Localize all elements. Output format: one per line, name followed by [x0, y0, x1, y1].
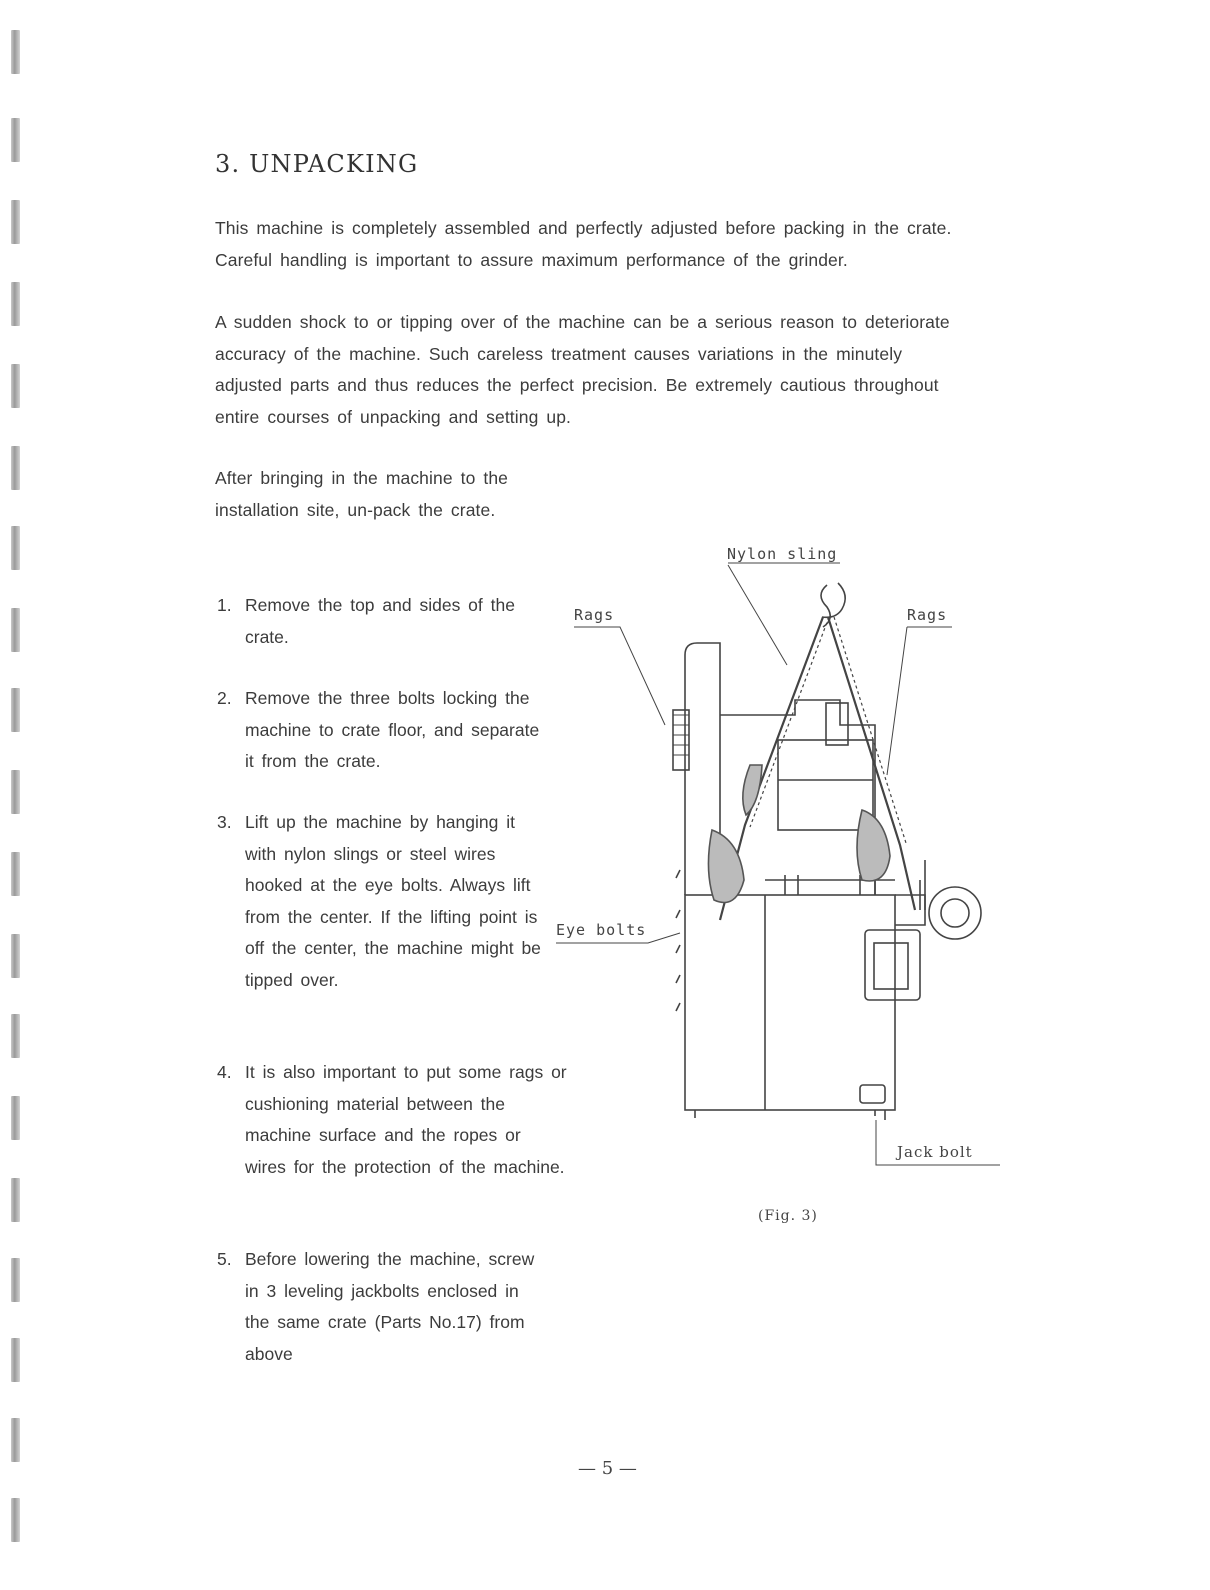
nylon-sling-label: Nylon sling	[727, 545, 838, 563]
step-text: Lift up the machine by hanging it with nylon slings or steel wires hooked at the eye bolts. Always lift from the center. If the lifting point is off the center, the machine might be tipped over.	[245, 812, 541, 990]
step-number: 2.	[217, 688, 232, 708]
step-3	[217, 807, 547, 996]
step-number: 1.	[217, 595, 232, 615]
rags-left-label: Rags	[574, 606, 615, 624]
step-number: 3.	[217, 812, 232, 832]
step-number: 4.	[217, 1062, 232, 1082]
eye-bolts-label: Eye bolts	[556, 921, 647, 939]
intro-paragraph: This machine is completely assembled and perfectly adjusted before packing in the crate. Careful handling is important to assure maximum performance of the grinder.	[215, 218, 952, 270]
step-number: 5.	[217, 1249, 232, 1269]
machine-lifting-illustration	[540, 535, 1010, 1245]
step-2	[217, 683, 547, 778]
binder-holes	[8, 0, 22, 1590]
step-5	[217, 1244, 537, 1370]
step-1	[217, 590, 537, 653]
step-text: Remove the top and sides of the crate.	[245, 595, 515, 647]
step-text: It is also important to put some rags or cushioning material between the machine surface and the ropes or wires for the protection of the machine.	[245, 1062, 567, 1177]
step-text: Before lowering the machine, screw in 3 leveling jackbolts enclosed in the same crate (Parts No.17) from above	[245, 1249, 535, 1364]
step-text: Remove the three bolts locking the machine to crate floor, and separate it from the crate.	[245, 688, 540, 771]
step-4	[217, 1057, 567, 1183]
caution-paragraph: A sudden shock to or tipping over of the machine can be a serious reason to deteriorate accuracy of the machine. Such careless treatment causes variations in the minutely adjusted parts and thus reduces the perfect precision. Be extremely cautious throughout entire courses of unpacking and setting up.	[215, 312, 950, 427]
lifting-figure	[540, 535, 1010, 1245]
jack-bolt-label: Jack bolt	[897, 1143, 973, 1161]
unpack-paragraph: After bringing in the machine to the installation site, un-pack the crate.	[215, 468, 509, 520]
section-heading: 3. UNPACKING	[215, 150, 419, 178]
figure-caption: (Fig. 3)	[758, 1208, 818, 1224]
page-number: — 5 —	[578, 1458, 637, 1479]
rags-right-label: Rags	[907, 606, 948, 624]
